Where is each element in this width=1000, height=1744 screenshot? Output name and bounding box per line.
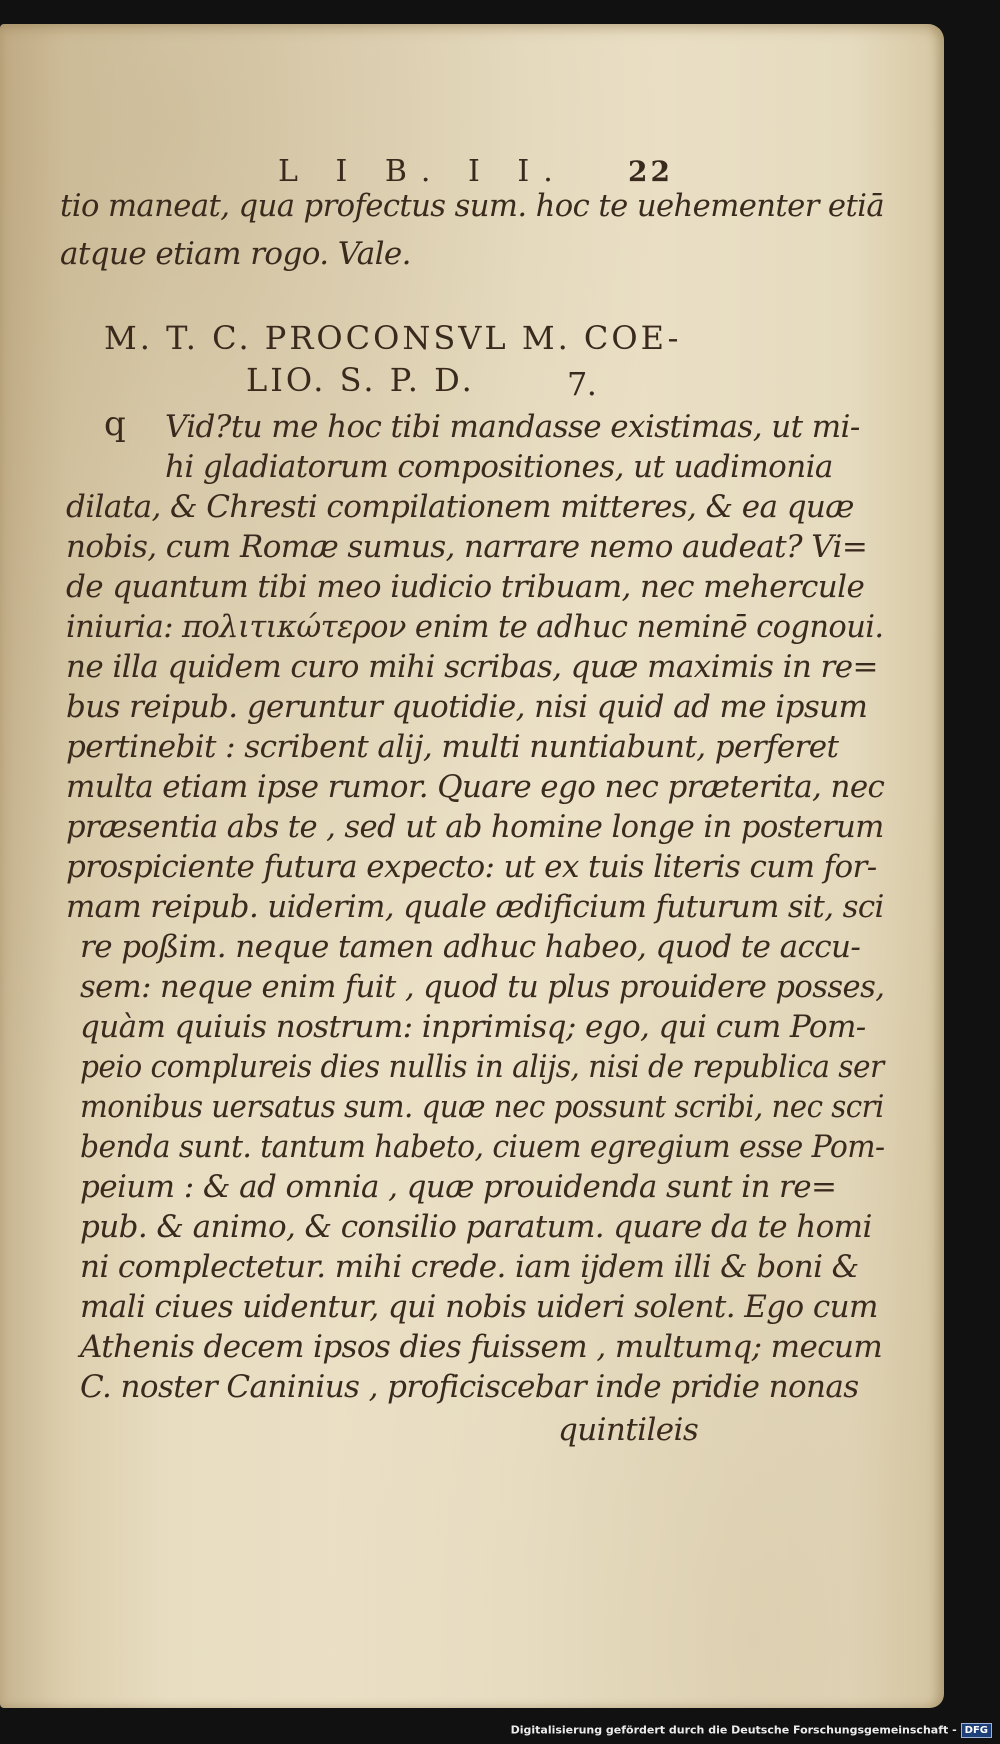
text-line: pub. & animo, & consilio paratum. quare da te homi [80,1209,872,1245]
letter-number: 7. [567,365,597,403]
continuation-line-1: tio maneat, qua profectus sum. hoc te uehementer etiā [60,188,885,224]
letter-heading-line-2: LIO. S. P. D. [246,361,475,399]
text-line: bus reipub. geruntur quotidie, nisi quid ad me ipsum [66,689,868,725]
continuation-line-2: atque etiam rogo. Vale. [60,236,411,272]
text-line: iniuria: πολιτικώτερον enim te adhuc neminē cognoui. [66,609,884,645]
letter-heading-line-1: M. T. C. PROCONSVL M. COE- [104,319,682,357]
book-page [0,24,944,1708]
text-line: prospiciente futura expecto: ut ex tuis literis cum for- [66,849,877,885]
text-line: monibus uersatus sum. quæ nec possunt scribi, nec scri [80,1089,884,1125]
text-line: ni complectetur. mihi crede. iam ijdem illi & boni & [80,1249,859,1285]
credit-text: Digitalisierung gefördert durch die Deutsche Forschungsgemeinschaft - [510,1723,957,1737]
text-line: sem: neque enim fuit , quod tu plus prouidere posses, [80,969,885,1005]
guide-letter: q [104,404,126,444]
text-line: Vid?tu me hoc tibi mandasse existimas, ut mi- [165,409,860,445]
digitization-credit [511,1723,992,1738]
text-line: mam reipub. uiderim, quale ædificium futurum sit, sci [66,889,884,925]
text-line: pertinebit : scribent alij, multi nuntiabunt, perferet [66,729,839,765]
text-line: C. noster Caninius , proficiscebar inde pridie nonas [80,1369,859,1405]
text-line: benda sunt. tantum habeto, ciuem egregium esse Pom- [80,1129,885,1165]
text-line: de quantum tibi meo iudicio tribuam, nec mehercule [66,569,865,605]
text-line: re poßim. neque tamen adhuc habeo, quod te accu- [80,929,861,965]
text-line: nobis, cum Romæ sumus, narrare nemo audeat? Vi= [66,529,868,565]
text-line: ne illa quidem curo mihi scribas, quæ maximis in re= [66,649,878,685]
text-line: hi gladiatorum compositiones, ut uadimonia [165,449,833,485]
text-line: peio complureis dies nullis in alijs, nisi de republica ser [80,1049,884,1085]
text-line: præsentia abs te , sed ut ab homine longe in posterum [66,809,884,845]
text-line: multa etiam ipse rumor. Quare ego nec præterita, nec [66,769,885,805]
page-number: 22 [628,155,673,188]
running-head: L I B. I I. [278,154,567,189]
text-line: quàm quiuis nostrum: inprimisq; ego, qui cum Pom- [80,1009,866,1045]
text-line: Athenis decem ipsos dies fuissem , multumq; mecum [80,1329,883,1365]
text-line: peium : & ad omnia , quæ prouidenda sunt in re= [80,1169,837,1205]
text-line: dilata, & Chresti compilationem mitteres, & ea quæ [66,489,854,525]
text-line: mali ciues uidentur, qui nobis uideri solent. Ego cum [80,1289,878,1325]
catchword: quintileis [558,1412,699,1448]
dfg-logo: DFG [961,1723,992,1738]
